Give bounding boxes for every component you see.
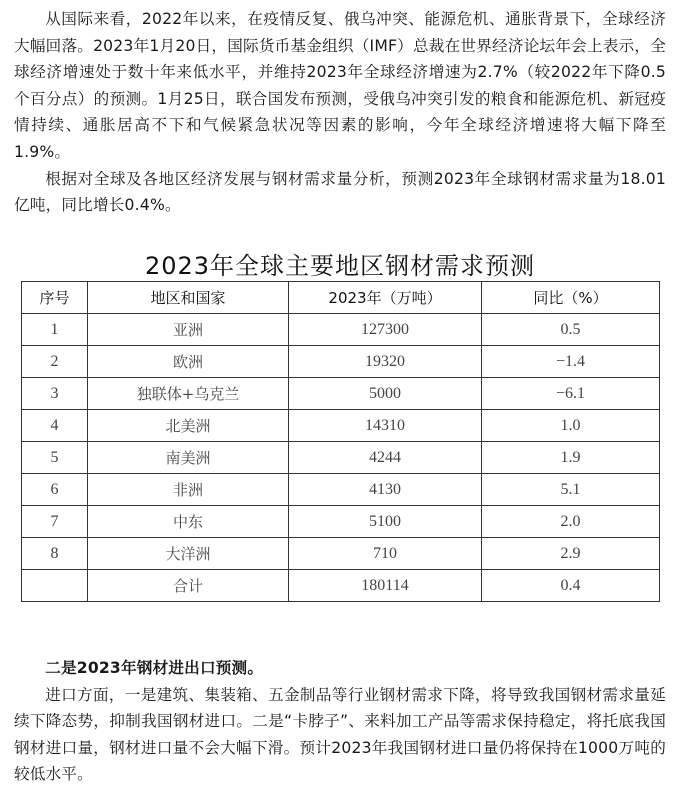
row-yoy: 2.9 [482, 538, 660, 570]
row-index: 7 [22, 506, 88, 538]
table-row [22, 378, 660, 410]
row-yoy: −6.1 [482, 378, 660, 410]
row-amount: 5100 [289, 506, 482, 538]
row-amount: 4244 [289, 442, 482, 474]
row-yoy: 0.5 [482, 314, 660, 346]
row-yoy: 0.4 [482, 570, 660, 602]
header-index: 序号 [22, 282, 88, 314]
row-amount: 127300 [289, 314, 482, 346]
steel-demand-table-figure [17, 244, 663, 650]
header-region: 地区和国家 [88, 282, 289, 314]
row-index: 4 [22, 410, 88, 442]
section-heading: 二是2023年钢材进出口预测。 [45, 659, 264, 677]
row-yoy: 5.1 [482, 474, 660, 506]
table-row [22, 538, 660, 570]
header-amount: 2023年（万吨） [289, 282, 482, 314]
row-region: 大洋洲 [88, 538, 289, 570]
row-index: 8 [22, 538, 88, 570]
table-row [22, 410, 660, 442]
row-region: 南美洲 [88, 442, 289, 474]
row-region: 非洲 [88, 474, 289, 506]
steel-demand-table [21, 281, 660, 602]
section-paragraph: 进口方面，一是建筑、集装箱、五金制品等行业钢材需求下降，将导致我国钢材需求量延续下降态势，抑制我国钢材进口。二是“卡脖子”、来料加工产品等需求保持稳定，将托底我国钢材进口量，钢材进口量不会大幅下滑。预计2023年我国钢材进口量仍将保持在1000万吨的较低水平。 [14, 685, 666, 784]
table-row [22, 346, 660, 378]
row-region: 北美洲 [88, 410, 289, 442]
row-yoy: −1.4 [482, 346, 660, 378]
row-region: 独联体+乌克兰 [88, 378, 289, 410]
table-row [22, 314, 660, 346]
row-amount: 180114 [289, 570, 482, 602]
table-header-row [22, 282, 660, 314]
section-two [14, 655, 666, 788]
row-yoy: 2.0 [482, 506, 660, 538]
table-total-row [22, 570, 660, 602]
article-body [14, 6, 666, 219]
row-amount: 5000 [289, 378, 482, 410]
row-index: 2 [22, 346, 88, 378]
row-yoy: 1.9 [482, 442, 660, 474]
table-row [22, 474, 660, 506]
row-index: 5 [22, 442, 88, 474]
row-amount: 710 [289, 538, 482, 570]
row-index [22, 570, 88, 602]
row-region: 欧洲 [88, 346, 289, 378]
intro-paragraph-2: 根据对全球及各地区经济发展与钢材需求量分析，预测2023年全球钢材需求量为18.01亿吨，同比增长0.4%。 [14, 169, 666, 215]
intro-paragraph-1: 从国际来看，2022年以来，在疫情反复、俄乌冲突、能源危机、通胀背景下，全球经济大幅回落。2023年1月20日，国际货币基金组织（IMF）总裁在世界经济论坛年会上表示，全球经济增速处于数十年来低水平，并维持2023年全球经济增速为2.7%（较2022年下降0.5个百分点）的预测。1月25日，联合国发布预测，受俄乌冲突引发的粮食和能源危机、新冠疫情持续、通胀居高不下和气候紧急状况等因素的影响，今年全球经济增速将大幅下降至1.9%。 [14, 10, 666, 161]
table-title: 2023年全球主要地区钢材需求预测 [144, 252, 536, 280]
row-amount: 4130 [289, 474, 482, 506]
row-region: 合计 [88, 570, 289, 602]
row-region: 中东 [88, 506, 289, 538]
table-row [22, 506, 660, 538]
row-amount: 19320 [289, 346, 482, 378]
header-yoy: 同比（%） [482, 282, 660, 314]
row-amount: 14310 [289, 410, 482, 442]
row-yoy: 1.0 [482, 410, 660, 442]
table-row [22, 442, 660, 474]
row-index: 1 [22, 314, 88, 346]
row-index: 6 [22, 474, 88, 506]
row-index: 3 [22, 378, 88, 410]
row-region: 亚洲 [88, 314, 289, 346]
